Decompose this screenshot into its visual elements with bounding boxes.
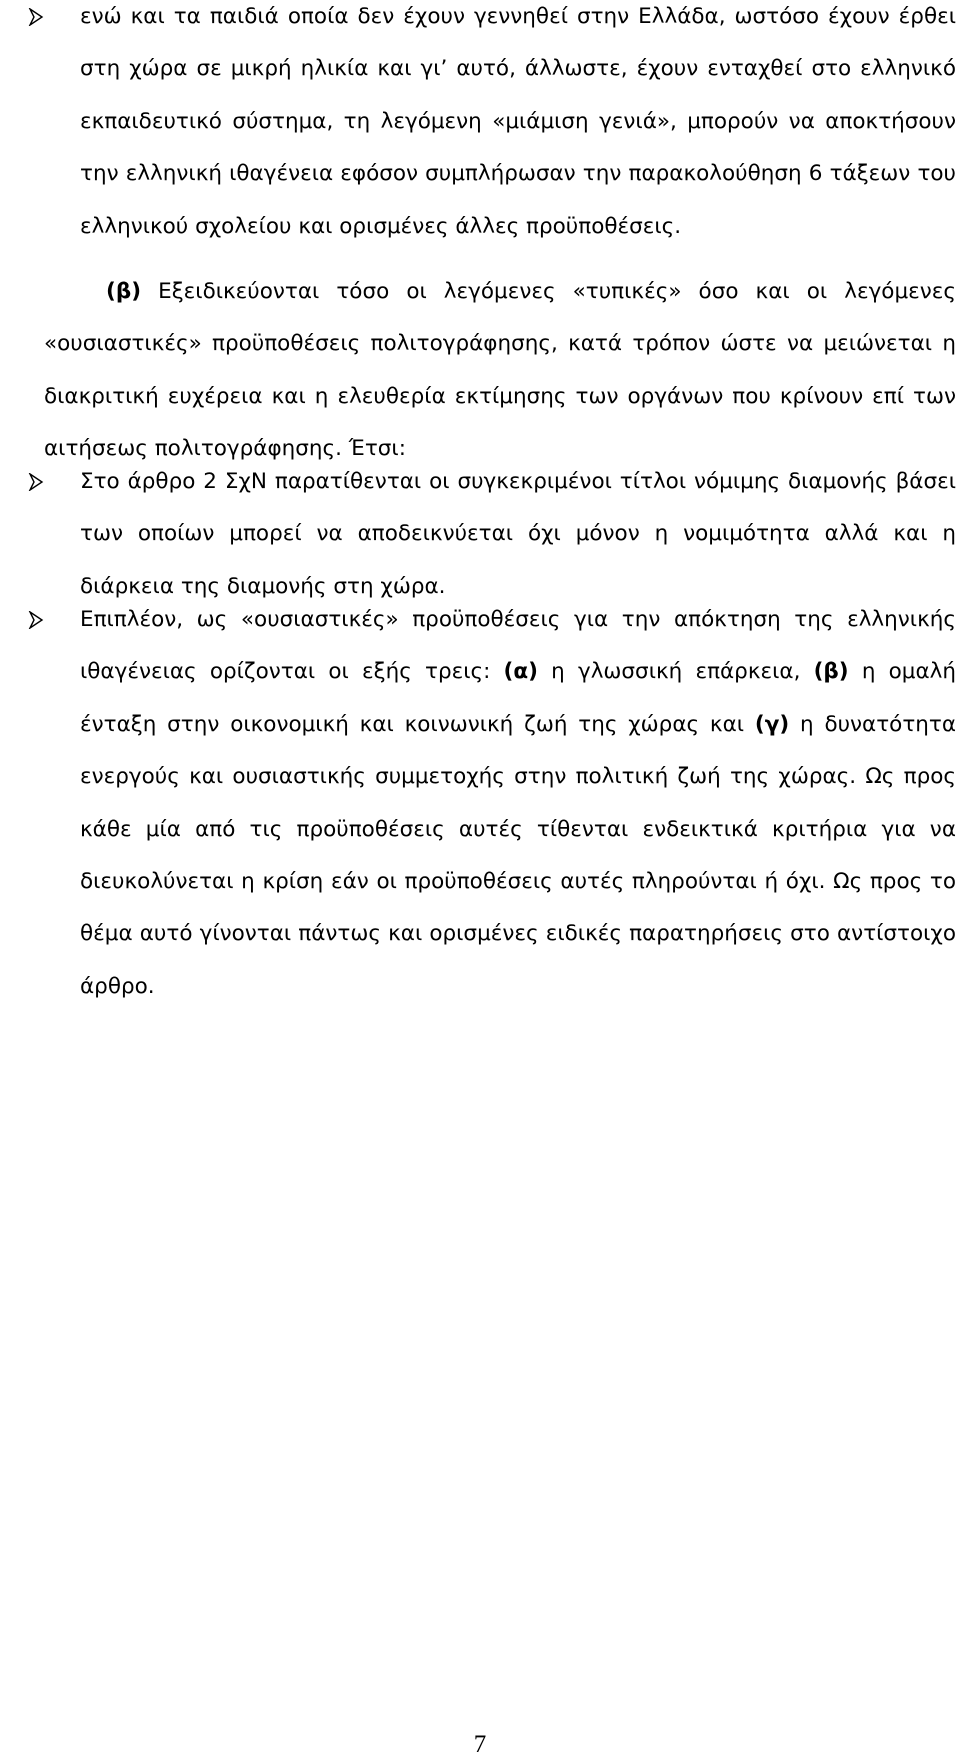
arrowhead-bullet-icon	[22, 0, 50, 43]
bullet-paragraph-3	[80, 594, 956, 1013]
criterion-b-label: (β)	[813, 659, 849, 685]
bullet-paragraph-2	[80, 456, 956, 613]
criterion-c-label: (γ)	[754, 711, 790, 737]
bullet-3-part-1: Επιπλέον, ως «ουσιαστικές» προϋποθέσεις για την απόκτηση της ελληνικής ιθαγένειας ορίζονται οι εξής τρεις:	[80, 607, 956, 685]
bullet-3-part-4: η δυνατότητα ενεργούς και ουσιαστικής συμμετοχής στην πολιτική ζωή της χώρας. Ως προς κάθε μία από τις προϋποθέσεις αυτές τίθενται ενδεικτικά κριτήρια για να διευκολύνεται η κρίση εάν οι προϋποθέσεις αυτές πληρούνται ή όχι. Ως προς το θέμα αυτό γίνονται πάντως και ορισμένες ειδικές παρατηρήσεις στο αντίστοιχο άρθρο.	[80, 711, 957, 999]
paragraph-b	[44, 266, 956, 476]
arrowhead-bullet-icon	[22, 594, 50, 646]
bullet-paragraph-1	[80, 0, 956, 253]
criterion-a-label: (α)	[503, 659, 538, 685]
paragraph-b-label: (β)	[106, 279, 142, 304]
bullet-3-part-2: η γλωσσική επάρκεια,	[537, 659, 814, 685]
paragraph-b-text: Εξειδικεύονται τόσο οι λεγόμενες «τυπικές» όσο και οι λεγόμενες «ουσιαστικές» προϋποθέσεις πολιτογράφησης, κατά τρόπον ώστε να μειώνεται η διακριτική ευχέρεια και η ελευθερία εκτίμησης των οργάνων που κρίνουν επί των αιτήσεως πολιτογράφησης. Έτσι:	[44, 279, 956, 462]
bullet-1-text: ενώ και τα παιδιά οποία δεν έχουν γεννηθεί στην Ελλάδα, ωστόσο έχουν έρθει στη χώρα σε μικρή ηλικία και γι’ αυτό, άλλωστε, έχουν ενταχθεί στο ελληνικό εκπαιδευτικό σύστημα, τη λεγόμενη «μιάμιση γενιά», μπορούν να αποκτήσουν την ελληνική ιθαγένεια εφόσον συμπλήρωσαν την παρακολούθηση 6 τάξεων του ελληνικού σχολείου και ορισμένες άλλες προϋποθέσεις.	[80, 4, 956, 239]
page-number: 7	[473, 1731, 487, 1758]
arrowhead-bullet-icon	[22, 456, 50, 508]
bullet-2-text: Στο άρθρο 2 ΣχΝ παρατίθενται οι συγκεκριμένοι τίτλοι νόμιμης διαμονής βάσει των οποίων μπορεί να αποδεικνύεται όχι μόνον η νομιμότητα αλλά και η διάρκεια της διαμονής στη χώρα.	[80, 469, 956, 599]
bullet-3-part-3: η ομαλή ένταξη στην οικονομική και κοινωνική ζωή της χώρας και	[80, 659, 956, 737]
